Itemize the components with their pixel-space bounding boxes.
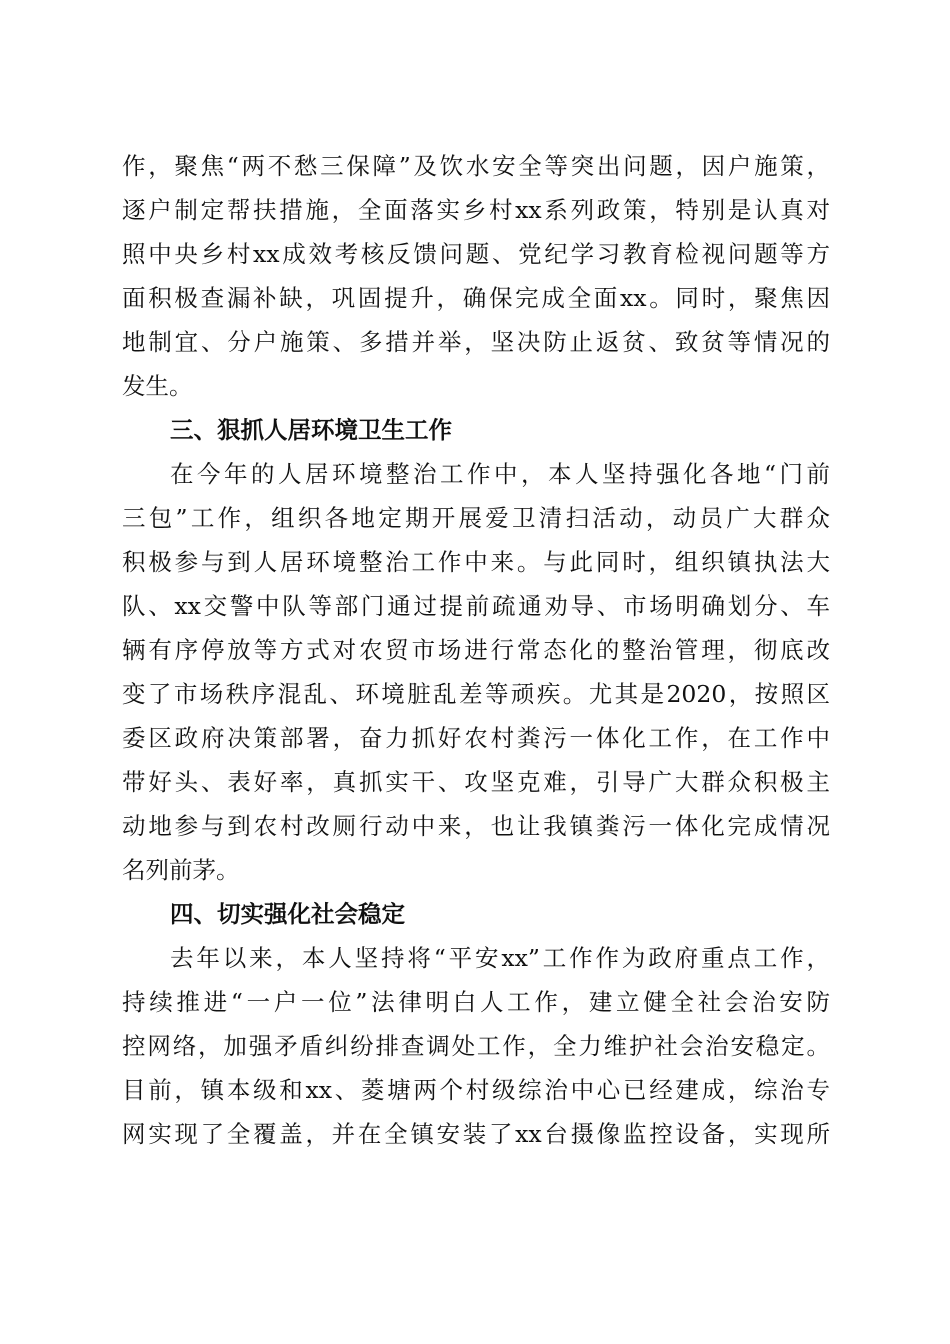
text-line: 去年以来，本人坚持将“平安xx”工作作为政府重点工作， bbox=[170, 944, 830, 972]
text-line: 委区政府决策部署，奋力抓好农村粪污一体化工作，在工作中 bbox=[122, 724, 830, 752]
text-line: 动地参与到农村改厕行动中来，也让我镇粪污一体化完成情况 bbox=[122, 812, 830, 840]
section-heading: 四、切实强化社会稳定 bbox=[170, 900, 405, 928]
text-line: 目前，镇本级和xx、菱塘两个村级综治中心已经建成，综治专 bbox=[122, 1076, 830, 1104]
text-line: 控网络，加强矛盾纠纷排查调处工作，全力维护社会治安稳定。 bbox=[122, 1032, 830, 1060]
paragraph bbox=[122, 936, 830, 1156]
text-line: 面积极查漏补缺，巩固提升，确保完成全面xx。同时，聚焦因 bbox=[122, 284, 830, 312]
text-line: 网实现了全覆盖，并在全镇安装了xx台摄像监控设备，实现所 bbox=[122, 1120, 830, 1148]
document-page bbox=[122, 144, 830, 1156]
text-line: 地制宜、分户施策、多措并举，坚决防止返贫、致贫等情况的 bbox=[122, 328, 830, 356]
text-line: 持续推进“一户一位”法律明白人工作，建立健全社会治安防 bbox=[122, 988, 830, 1016]
text-line: 变了市场秩序混乱、环境脏乱差等顽疾。尤其是2020，按照区 bbox=[122, 680, 830, 708]
text-line: 在今年的人居环境整治工作中，本人坚持强化各地“门前 bbox=[170, 460, 830, 488]
text-line: 带好头、表好率，真抓实干、攻坚克难，引导广大群众积极主 bbox=[122, 768, 830, 796]
paragraph bbox=[122, 144, 830, 408]
paragraph bbox=[122, 452, 830, 892]
text-line: 逐户制定帮扶措施，全面落实乡村xx系列政策，特别是认真对 bbox=[122, 196, 830, 224]
text-line: 辆有序停放等方式对农贸市场进行常态化的整治管理，彻底改 bbox=[122, 636, 830, 664]
text-line: 名列前茅。 bbox=[122, 856, 240, 884]
text-line: 队、xx交警中队等部门通过提前疏通劝导、市场明确划分、车 bbox=[122, 592, 830, 620]
text-line: 照中央乡村xx成效考核反馈问题、党纪学习教育检视问题等方 bbox=[122, 240, 830, 268]
text-line: 作，聚焦“两不愁三保障”及饮水安全等突出问题，因户施策， bbox=[122, 152, 830, 180]
text-line: 积极参与到人居环境整治工作中来。与此同时，组织镇执法大 bbox=[122, 548, 830, 576]
text-line: 发生。 bbox=[122, 372, 193, 400]
text-line: 三包”工作，组织各地定期开展爱卫清扫活动，动员广大群众 bbox=[122, 504, 830, 532]
section-heading: 三、狠抓人居环境卫生工作 bbox=[170, 416, 452, 444]
